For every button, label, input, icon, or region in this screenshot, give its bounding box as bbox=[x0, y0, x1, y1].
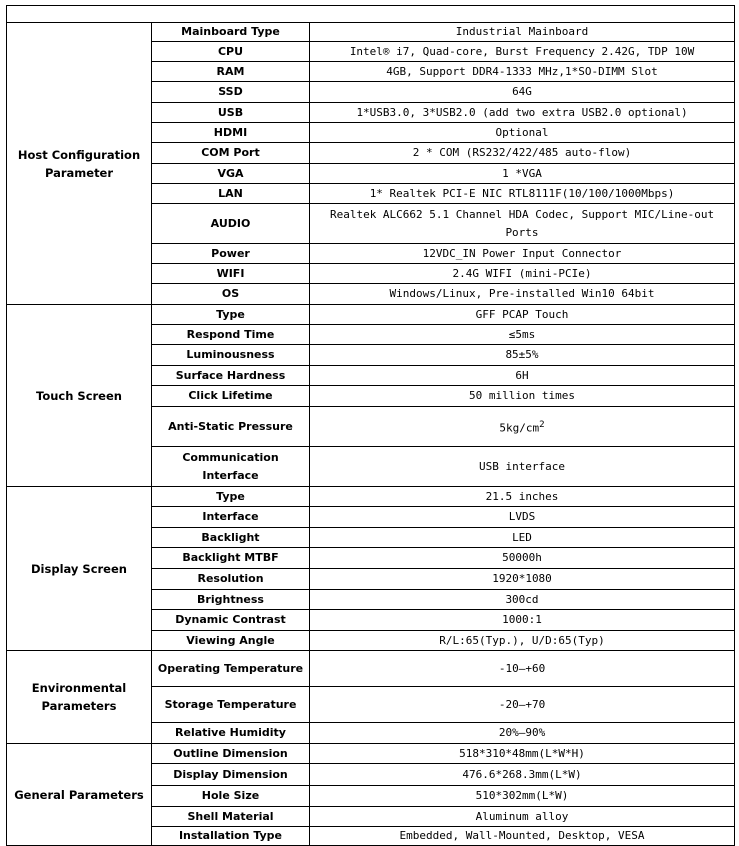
spec-value-text: 12VDC_IN Power Input Connector bbox=[422, 246, 622, 260]
spec-value bbox=[310, 528, 735, 548]
table-row bbox=[7, 305, 735, 325]
spec-key: USB bbox=[152, 103, 310, 123]
spec-value bbox=[310, 184, 735, 204]
table-row bbox=[7, 651, 735, 687]
spec-value bbox=[310, 366, 735, 386]
spec-key: Resolution bbox=[152, 569, 310, 590]
spec-value-text: 4GB, Support DDR4-1333 MHz,1*SO-DIMM Slot bbox=[386, 64, 658, 78]
spec-table bbox=[6, 5, 735, 846]
spec-key: Surface Hardness bbox=[152, 366, 310, 386]
table-row bbox=[7, 23, 735, 42]
spec-value-text: 1920*1080 bbox=[492, 572, 552, 585]
spec-value-text: 1*USB3.0, 3*USB2.0 (add two extra USB2.0 optional) bbox=[356, 105, 688, 119]
table-row bbox=[7, 744, 735, 764]
spec-key: Hole Size bbox=[152, 786, 310, 807]
spec-key: OS bbox=[152, 284, 310, 305]
spec-value bbox=[310, 827, 735, 846]
spec-key: Dynamic Contrast bbox=[152, 610, 310, 631]
spec-value bbox=[310, 548, 735, 569]
spec-value-text: 6H bbox=[515, 368, 529, 382]
group-title: Touch Screen bbox=[7, 305, 152, 487]
spec-value bbox=[310, 164, 735, 184]
spec-value-text: 300cd bbox=[505, 592, 539, 606]
spec-key: Respond Time bbox=[152, 325, 310, 345]
spec-value bbox=[310, 103, 735, 123]
spec-value-text: Windows/Linux, Pre-installed Win10 64bit bbox=[389, 287, 655, 300]
spec-value-text: USB interface bbox=[478, 459, 566, 473]
spec-value-text: ≤5ms bbox=[508, 327, 536, 341]
spec-key: Interface bbox=[152, 507, 310, 528]
group-title: Environmental Parameters bbox=[7, 651, 152, 744]
spec-key: Storage Temperature bbox=[152, 687, 310, 723]
spec-value bbox=[310, 305, 735, 325]
spec-key: HDMI bbox=[152, 123, 310, 143]
spec-key: Display Dimension bbox=[152, 764, 310, 786]
spec-value bbox=[310, 23, 735, 42]
spec-value-text: 21.5 inches bbox=[485, 489, 559, 503]
group-title: Host Configuration Parameter bbox=[7, 23, 152, 305]
spec-key: Operating Temperature bbox=[152, 651, 310, 687]
spec-value-text: 50 million times bbox=[469, 389, 575, 402]
spec-key: Brightness bbox=[152, 590, 310, 610]
spec-value bbox=[310, 487, 735, 507]
spec-value bbox=[310, 143, 735, 164]
spec-key: WIFI bbox=[152, 264, 310, 284]
spec-value-text: Intel® i7, Quad-core, Burst Frequency 2.42G, TDP 10W bbox=[349, 44, 695, 58]
spec-value-text: 1* Realtek PCI-E NIC RTL8111F(10/100/1000Mbps) bbox=[369, 186, 675, 200]
spec-value bbox=[310, 325, 735, 345]
spec-key: Outline Dimension bbox=[152, 744, 310, 764]
group-title: General Parameters bbox=[7, 744, 152, 846]
spec-value-text: Realtek ALC662 5.1 Channel HDA Codec, Support MIC/Line-out Ports bbox=[329, 207, 715, 239]
spec-value-text: 2 * COM (RS232/422/485 auto-flow) bbox=[412, 146, 632, 159]
spec-value bbox=[310, 82, 735, 103]
spec-key: Type bbox=[152, 487, 310, 507]
spec-value bbox=[310, 204, 735, 244]
spec-value bbox=[310, 407, 735, 447]
spec-value-text: GFF PCAP Touch bbox=[475, 307, 569, 321]
spec-value bbox=[310, 744, 735, 764]
spec-value bbox=[310, 610, 735, 631]
table-row bbox=[7, 487, 735, 507]
spec-value bbox=[310, 786, 735, 807]
spec-value bbox=[310, 284, 735, 305]
spec-key: VGA bbox=[152, 164, 310, 184]
spec-value bbox=[310, 447, 735, 487]
spec-value-text: R/L:65(Typ.), U/D:65(Typ) bbox=[439, 633, 605, 647]
spec-key: Power bbox=[152, 244, 310, 264]
spec-value bbox=[310, 631, 735, 651]
spec-key: Viewing Angle bbox=[152, 631, 310, 651]
spec-key: COM Port bbox=[152, 143, 310, 164]
spec-key: Backlight MTBF bbox=[152, 548, 310, 569]
spec-value-text: Industrial Mainboard bbox=[455, 25, 589, 38]
spec-value bbox=[310, 244, 735, 264]
spec-value bbox=[310, 764, 735, 786]
spec-key: Installation Type bbox=[152, 827, 310, 846]
spec-value-text: Aluminum alloy bbox=[475, 809, 569, 823]
spec-value-text: Optional bbox=[495, 125, 549, 139]
spec-value-text: -20—+70 bbox=[498, 697, 546, 711]
table-header-row bbox=[7, 6, 735, 23]
spec-value-text: 476.6*268.3mm(L*W) bbox=[462, 767, 582, 781]
spec-value-superscript: 2 bbox=[539, 418, 545, 430]
spec-key: RAM bbox=[152, 62, 310, 82]
spec-value bbox=[310, 590, 735, 610]
spec-value-text: Embedded, Wall-Mounted, Desktop, VESA bbox=[399, 829, 645, 842]
spec-value-text: 1000:1 bbox=[502, 613, 542, 626]
spec-value-text: 518*310*48mm(L*W*H) bbox=[459, 746, 585, 760]
spec-value bbox=[310, 62, 735, 82]
spec-value-text: 85±5% bbox=[505, 348, 539, 361]
spec-value-text: -10—+60 bbox=[498, 661, 546, 675]
spec-value bbox=[310, 264, 735, 284]
spec-value bbox=[310, 507, 735, 528]
spec-value bbox=[310, 42, 735, 62]
spec-value-text: 2.4G WIFI (mini-PCIe) bbox=[452, 266, 592, 280]
spec-key: CPU bbox=[152, 42, 310, 62]
spec-value bbox=[310, 687, 735, 723]
spec-value-text: 50000h bbox=[502, 551, 542, 564]
spec-value-text: 20%—90% bbox=[498, 726, 546, 739]
spec-key: Mainboard Type bbox=[152, 23, 310, 42]
spec-value-text: LVDS bbox=[508, 510, 536, 523]
spec-key: LAN bbox=[152, 184, 310, 204]
spec-value bbox=[310, 123, 735, 143]
spec-value bbox=[310, 386, 735, 407]
spec-value bbox=[310, 723, 735, 744]
spec-key: Luminousness bbox=[152, 345, 310, 366]
group-title: Display Screen bbox=[7, 487, 152, 651]
spec-key: Anti-Static Pressure bbox=[152, 407, 310, 447]
table-header-cell bbox=[7, 6, 735, 23]
spec-value-text: LED bbox=[512, 530, 532, 544]
spec-value-text: 64G bbox=[512, 85, 532, 98]
spec-key: Backlight bbox=[152, 528, 310, 548]
spec-key: Click Lifetime bbox=[152, 386, 310, 407]
spec-value-text: 5kg/cm bbox=[499, 421, 540, 435]
spec-key: AUDIO bbox=[152, 204, 310, 244]
spec-key: Communication Interface bbox=[152, 447, 310, 487]
spec-value bbox=[310, 569, 735, 590]
spec-value bbox=[310, 651, 735, 687]
spec-value bbox=[310, 807, 735, 827]
spec-value bbox=[310, 345, 735, 366]
spec-value-text: 510*302mm(L*W) bbox=[475, 789, 569, 802]
spec-key: Type bbox=[152, 305, 310, 325]
spec-key: Relative Humidity bbox=[152, 723, 310, 744]
spec-key: SSD bbox=[152, 82, 310, 103]
spec-key: Shell Material bbox=[152, 807, 310, 827]
spec-table-body bbox=[7, 6, 735, 846]
spec-value-text: 1 *VGA bbox=[502, 166, 542, 180]
